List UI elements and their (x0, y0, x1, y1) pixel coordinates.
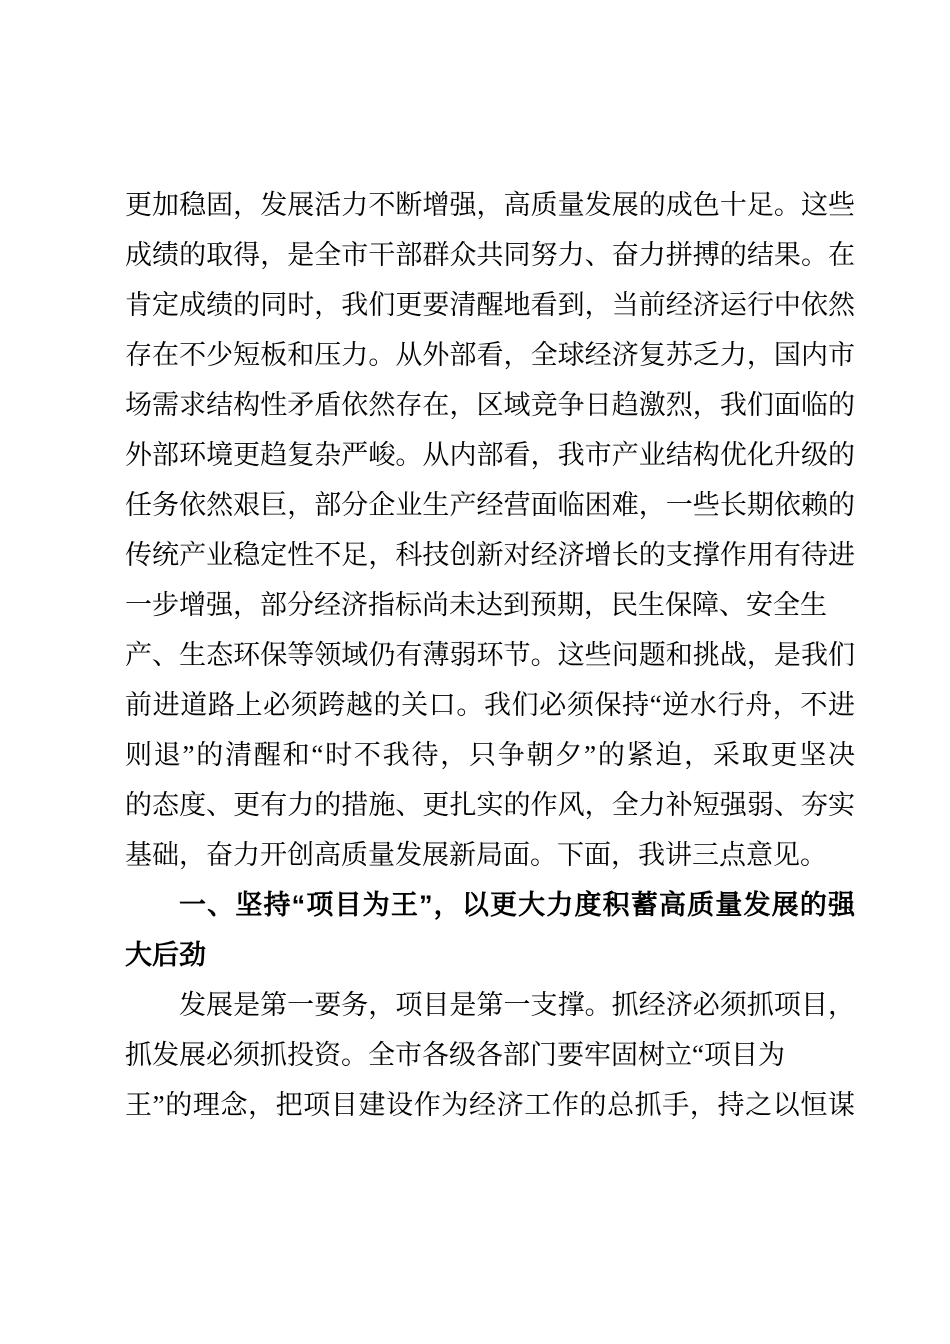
text-line: 外部环境更趋复杂严峻。从内部看，我市产业结构优化升级的 (125, 440, 855, 470)
paragraph-first-point (125, 980, 855, 1130)
text-line: 抓发展必须抓投资。全市各级各部门要牢固树立“项目为 (125, 1040, 785, 1070)
heading-line: 一、坚持“项目为王”，以更大力度积蓄高质量发展的强 (179, 890, 855, 920)
text-line: 前进道路上必须跨越的关口。我们必须保持“逆水行舟，不进 (125, 690, 855, 720)
text-line: 更加稳固，发展活力不断增强，高质量发展的成色十足。这些 (125, 190, 855, 220)
text-line: 发展是第一要务，项目是第一支撑。抓经济必须抓项目， (179, 990, 855, 1020)
text-line: 王”的理念，把项目建设作为经济工作的总抓手，持之以恒谋 (125, 1090, 855, 1120)
text-line: 基础，奋力开创高质量发展新局面。下面，我讲三点意见。 (125, 840, 827, 870)
text-line: 存在不少短板和压力。从外部看，全球经济复苏乏力，国内市 (125, 340, 855, 370)
heading-line: 大后劲 (125, 940, 206, 970)
text-line: 场需求结构性矛盾依然存在，区域竞争日趋激烈，我们面临的 (125, 390, 855, 420)
text-line: 任务依然艰巨，部分企业生产经营面临困难，一些长期依赖的 (125, 490, 855, 520)
text-line: 肯定成绩的同时，我们更要清醒地看到，当前经济运行中依然 (125, 290, 855, 320)
text-line: 的态度、更有力的措施、更扎实的作风，全力补短强弱、夯实 (125, 790, 855, 820)
document-content (125, 180, 855, 1130)
text-line: 成绩的取得，是全市干部群众共同努力、奋力拼搏的结果。在 (125, 240, 855, 270)
text-line: 产、生态环保等领域仍有薄弱环节。这些问题和挑战，是我们 (125, 640, 855, 670)
text-line: 则退”的清醒和“时不我待，只争朝夕”的紧迫，采取更坚决 (125, 740, 855, 770)
paragraph-continuation (125, 180, 855, 880)
section-heading-1 (125, 880, 855, 980)
text-line: 传统产业稳定性不足，科技创新对经济增长的支撑作用有待进 (125, 540, 855, 570)
text-line: 一步增强，部分经济指标尚未达到预期，民生保障、安全生 (125, 590, 827, 620)
